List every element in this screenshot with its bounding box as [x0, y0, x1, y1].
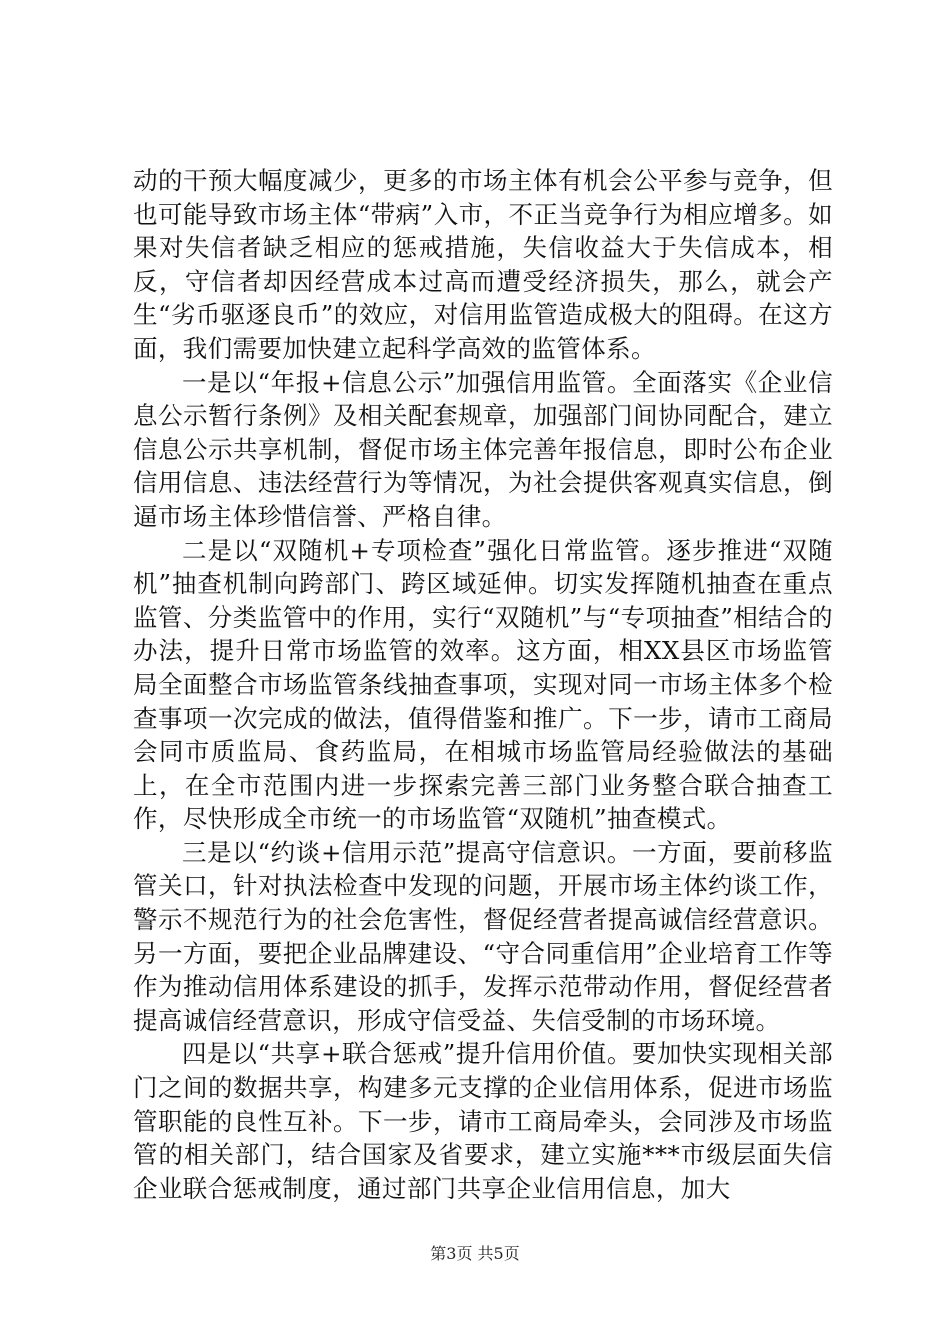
page-number-footer: 第3页 共5页 — [430, 1244, 520, 1263]
document-body — [133, 164, 833, 1205]
paragraph-double-random: 二是以“双随机+专项检查”强化日常监管。逐步推进“双随机”抽查机制向跨部门、跨区域延伸。切实发挥随机抽查在重点监管、分类监管中的作用，实行“双随机”与“专项抽查”相结合的办法，提升日常市场监管的效率。这方面，相XX县区市场监管局全面整合市场监管条线抽查事项，实现对同一市场主体多个检查事项一次完成的做法，值得借鉴和推广。下一步，请市工商局会同市质监局、食药监局，在相城市场监管局经验做法的基础上，在全市范围内进一步探索完善三部门业务整合联合抽查工作，尽快形成全市统一的市场监管“双随机”抽查模式。 — [133, 535, 833, 834]
paragraph-interview: 三是以“约谈+信用示范”提高守信意识。一方面，要前移监管关口，针对执法检查中发现的问题，开展市场主体约谈工作，警示不规范行为的社会危害性，督促经营者提高诚信经营意识。另一方面，要把企业品牌建设、“守合同重信用”企业培育工作等作为推动信用体系建设的抓手，发挥示范带动作用，督促经营者提高诚信经营意识，形成守信受益、失信受制的市场环境。 — [133, 837, 833, 1035]
paragraph-sharing: 四是以“共享+联合惩戒”提升信用价值。要加快实现相关部门之间的数据共享，构建多元支撑的企业信用体系，促进市场监管职能的良性互补。下一步，请市工商局牵头，会同涉及市场监管的相关部门，结合国家及省要求，建立实施***市级层面失信企业联合惩戒制度，通过部门共享企业信用信息，加大 — [133, 1039, 833, 1203]
paragraph-annual-report: 一是以“年报+信息公示”加强信用监管。全面落实《企业信息公示暂行条例》及相关配套规章，加强部门间协同配合，建立信息公示共享机制，督促市场主体完善年报信息，即时公布企业信用信息、违法经营行为等情况，为社会提供客观真实信息，倒逼市场主体珍惜信誉、严格自律。 — [133, 367, 833, 531]
paragraph-continuation: 动的干预大幅度减少，更多的市场主体有机会公平参与竞争，但也可能导致市场主体“带病”入市，不正当竞争行为相应增多。如果对失信者缺乏相应的惩戒措施，失信收益大于失信成本，相反，守信者却因经营成本过高而遭受经济损失，那么，就会产生“劣币驱逐良币”的效应，对信用监管造成极大的阻碍。在这方面，我们需要加快建立起科学高效的监管体系。 — [133, 166, 833, 363]
